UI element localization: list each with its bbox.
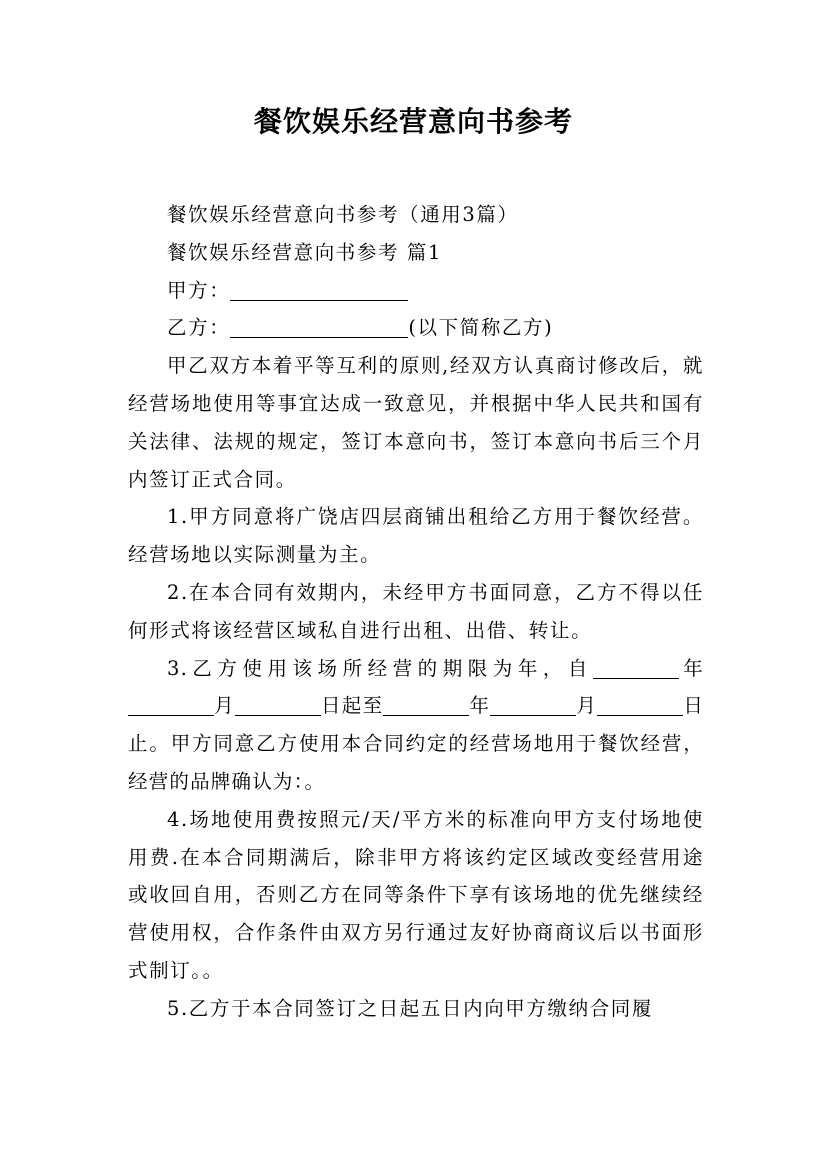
- party-b-line: [128, 309, 704, 347]
- document-subtitle: 餐饮娱乐经营意向书参考（通用3篇）: [167, 203, 519, 226]
- party-b-note: (以下简称乙方): [408, 316, 554, 340]
- clause-1: 1.甲方同意将广饶店四层商铺出租给乙方用于餐饮经营。经营场地以实际测量为主。: [128, 505, 704, 567]
- intro-paragraph: 甲乙双方本着平等互利的原则,经双方认真商讨修改后，就经营场地使用等事宜达成一致意见，并根据中华人民共和国有关法律、法规的规定，签订本意向书，签订本意向书后三个月内签订正式合同。: [128, 354, 704, 491]
- clause-3-end: 日止。甲方同意乙方使用本合同约定的经营场地用于餐饮经营，经营的品牌确认为：。: [128, 694, 705, 793]
- blank-month-from: [235, 696, 321, 717]
- document-body: [128, 196, 704, 1028]
- clause-3: [128, 650, 704, 801]
- clause-3-year: 年: [678, 656, 704, 680]
- clause-5: 5.乙方于本合同签订之日起五日内向甲方缴纳合同履: [167, 996, 654, 1020]
- clause-4: 4.场地使用费按照元/天/平方米的标准向甲方支付场地使用费.在本合同期满后，除非甲方将该约定区域改变经营用途或收回自用，否则乙方在同等条件下享有该场地的优先继续经营使用权，合作条件由双方另行通过友好协商商议后以书面形式制订。。: [128, 807, 704, 982]
- clause-3-month2: 月: [576, 694, 598, 718]
- party-a-line: [128, 272, 704, 310]
- document-title: 餐饮娱乐经营意向书参考: [253, 105, 573, 138]
- party-b-blank: [230, 318, 408, 339]
- section-heading: 餐饮娱乐经营意向书参考 篇1: [167, 240, 443, 264]
- blank-year-from: [593, 658, 679, 679]
- clause-3-year2: 年: [469, 694, 491, 718]
- party-b-label: 乙方：: [167, 316, 231, 340]
- clause-3-month: 月: [214, 694, 235, 718]
- clause-2: 2.在本合同有效期内，未经甲方书面同意，乙方不得以任何形式将该经营区域私自进行出租、出借、转让。: [128, 580, 704, 642]
- blank-year-to: [383, 696, 469, 717]
- blank-month-to: [490, 696, 576, 717]
- blank-year-start-line2: [128, 696, 214, 717]
- clause-3-intro: 3.乙方使用该场所经营的期限为年，自: [167, 656, 593, 680]
- party-a-label: 甲方：: [167, 278, 231, 302]
- blank-day-to: [597, 696, 683, 717]
- party-a-blank: [230, 280, 408, 301]
- clause-3-day-from: 日起至: [320, 694, 384, 718]
